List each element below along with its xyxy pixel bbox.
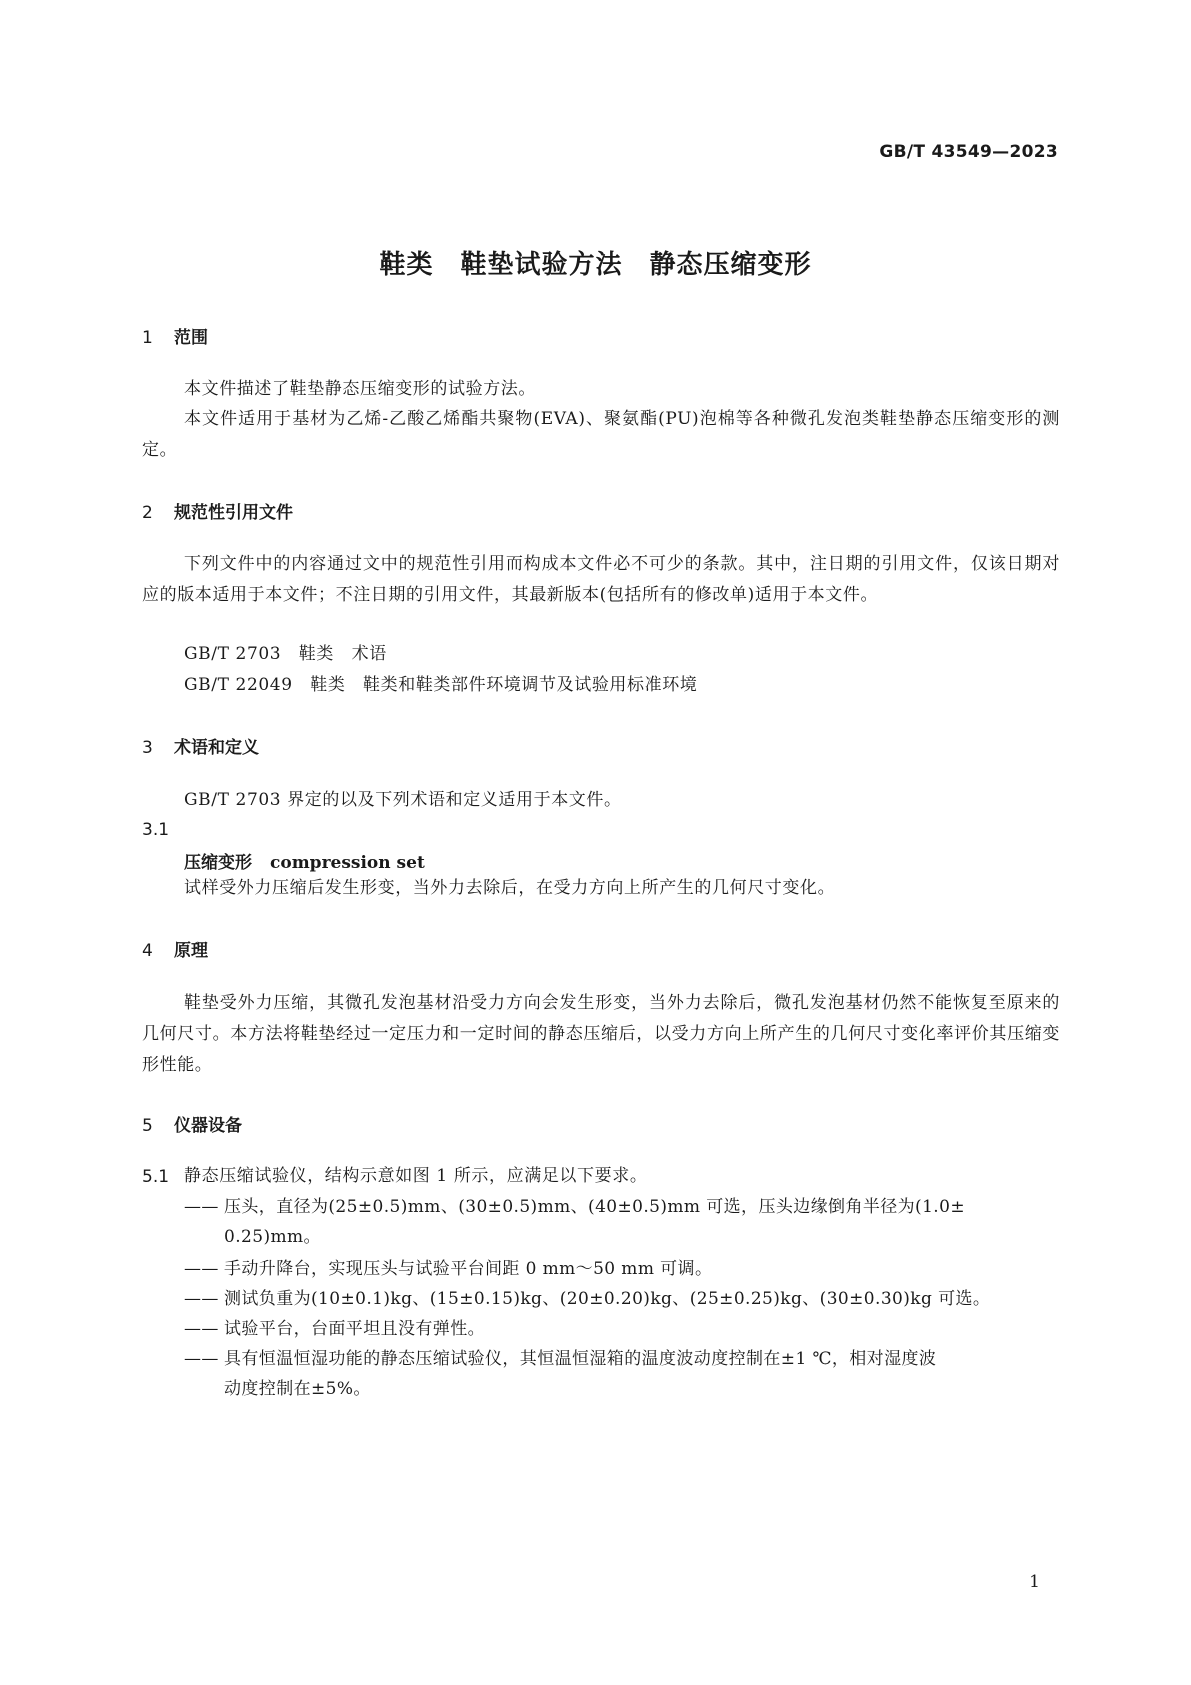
section-title: 术语和定义	[174, 738, 259, 758]
section-title: 范围	[174, 328, 208, 348]
clause-number: 5.1	[142, 1167, 170, 1187]
dash-marker: ——	[184, 1349, 219, 1369]
section-4-heading	[142, 936, 208, 961]
paragraph: GB/T 2703 界定的以及下列术语和定义适用于本文件。	[184, 790, 622, 810]
section-number: 5	[142, 1116, 153, 1136]
dash-marker: ——	[184, 1289, 219, 1309]
section-3-heading	[142, 733, 259, 758]
list-item-text: 试验平台，台面平坦且没有弹性。	[224, 1319, 485, 1339]
list-item	[184, 1254, 1060, 1284]
list-item-text: 具有恒温恒湿功能的静态压缩试验仪，其恒温恒湿箱的温度波动度控制在±1 ℃，相对湿度波	[224, 1349, 937, 1369]
section-1-heading	[142, 323, 208, 348]
section-number: 3	[142, 738, 153, 758]
dash-marker: ——	[184, 1197, 219, 1217]
clause-number: 3.1	[142, 820, 170, 840]
dash-marker: ——	[184, 1259, 219, 1279]
normative-reference: GB/T 2703 鞋类 术语	[184, 644, 387, 664]
paragraph: 下列文件中的内容通过文中的规范性引用而构成本文件必不可少的条款。其中，注日期的引用文件，仅该日期对应的版本适用于本文件；不注日期的引用文件，其最新版本(包括所有的修改单)适用于本文件。	[142, 554, 1060, 605]
clause-text: 静态压缩试验仪，结构示意如图 1 所示，应满足以下要求。	[184, 1166, 648, 1186]
page-number: 1	[1029, 1572, 1040, 1592]
list-item-continuation: 动度控制在±5%。	[224, 1379, 371, 1399]
list-item-text: 压头，直径为(25±0.5)mm、(30±0.5)mm、(40±0.5)mm 可选，压头边缘倒角半径为(1.0±	[224, 1197, 965, 1217]
section-2-heading	[142, 498, 293, 523]
section-number: 2	[142, 503, 153, 523]
term-english: compression set	[270, 853, 425, 873]
list-item	[184, 1314, 1060, 1344]
normative-reference: GB/T 22049 鞋类 鞋类和鞋类部件环境调节及试验用标准环境	[184, 675, 698, 695]
section-title: 仪器设备	[174, 1116, 242, 1136]
section-title: 规范性引用文件	[174, 503, 293, 523]
document-title: 鞋类 鞋垫试验方法 静态压缩变形	[379, 250, 812, 280]
list-item-text: 测试负重为(10±0.1)kg、(15±0.15)kg、(20±0.20)kg、(25±0.25)kg、(30±0.30)kg 可选。	[224, 1289, 991, 1309]
paragraph: 鞋垫受外力压缩，其微孔发泡基材沿受力方向会发生形变，当外力去除后，微孔发泡基材仍然不能恢复至原来的几何尺寸。本方法将鞋垫经过一定压力和一定时间的静态压缩后，以受力方向上所产生的几何尺寸变化率评价其压缩变形性能。	[142, 993, 1060, 1075]
section-5-heading	[142, 1111, 242, 1136]
list-item-text: 手动升降台，实现压头与试验平台间距 0 mm～50 mm 可调。	[224, 1259, 713, 1279]
section-number: 4	[142, 941, 153, 961]
term-entry	[184, 848, 425, 873]
list-item-continuation: 0.25)mm。	[224, 1227, 321, 1247]
section-number: 1	[142, 328, 153, 348]
list-item	[184, 1344, 1060, 1404]
term-definition: 试样受外力压缩后发生形变，当外力去除后，在受力方向上所产生的几何尺寸变化。	[184, 878, 836, 898]
paragraph: 本文件适用于基材为乙烯-乙酸乙烯酯共聚物(EVA)、聚氨酯(PU)泡棉等各种微孔发泡类鞋垫静态压缩变形的测定。	[142, 409, 1060, 460]
paragraph: 本文件描述了鞋垫静态压缩变形的试验方法。	[184, 379, 536, 399]
dash-marker: ——	[184, 1319, 219, 1339]
list-item	[184, 1284, 1060, 1314]
standard-number: GB/T 43549—2023	[879, 142, 1058, 162]
list-item	[184, 1192, 1060, 1252]
section-title: 原理	[174, 941, 208, 961]
term-chinese: 压缩变形	[184, 853, 252, 873]
